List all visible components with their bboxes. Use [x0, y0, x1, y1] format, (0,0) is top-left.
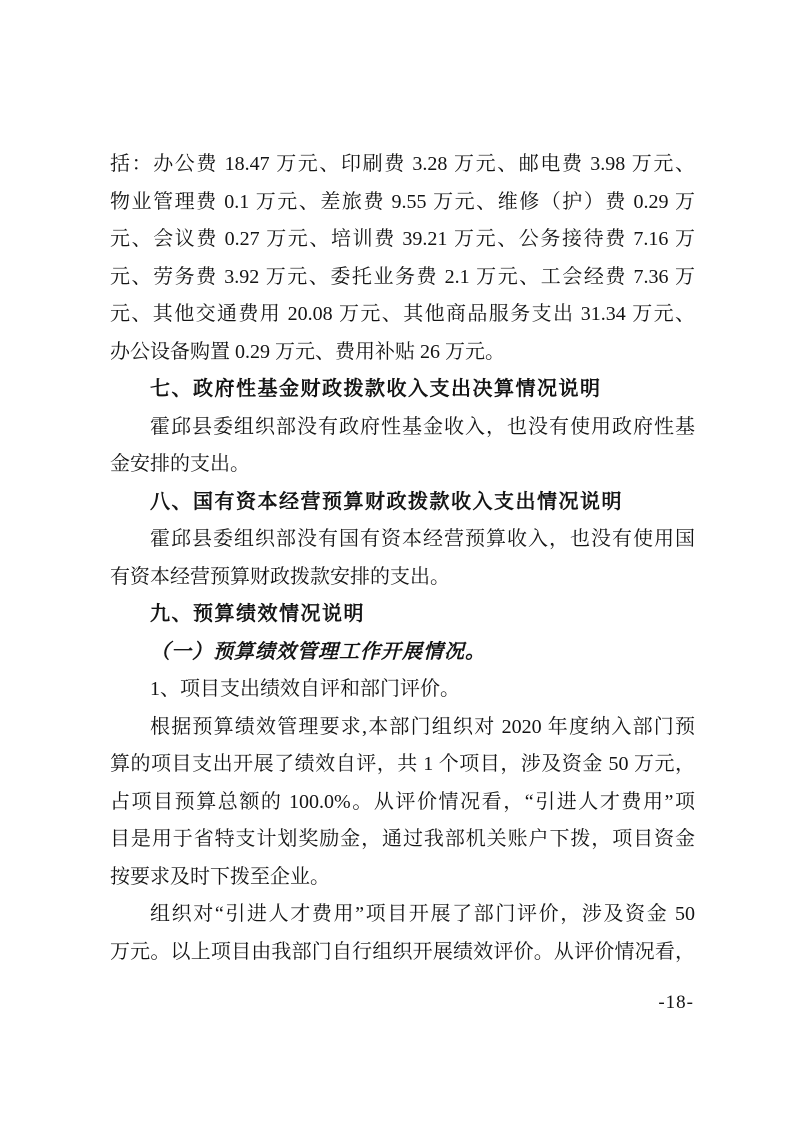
- text-block: [110, 146, 695, 971]
- expense-breakdown-line-5: 元、其他交通费用 20.08 万元、其他商品服务支出 31.34 万元、: [110, 303, 695, 325]
- heading-section-8: 八、国有资本经营预算财政拨款收入支出情况说明: [150, 490, 623, 513]
- expense-breakdown-line-6: 办公设备购置 0.29 万元、费用补贴 26 万元。: [110, 340, 505, 363]
- self-evaluation-paragraph-line-5: 按要求及时下拨至企业。: [110, 865, 330, 888]
- heading-section-9: 九、预算绩效情况说明: [150, 603, 365, 625]
- self-evaluation-paragraph-line-3: 占项目预算总额的 100.0%。从评价情况看，“引进人才费用”项: [110, 790, 695, 813]
- self-evaluation-paragraph-line-1: 根据预算绩效管理要求,本部门组织对 2020 年度纳入部门预: [150, 715, 695, 738]
- heading-section-7: 七、政府性基金财政拨款收入支出决算情况说明: [150, 378, 602, 400]
- expense-breakdown-line-3: 元、会议费 0.27 万元、培训费 39.21 万元、公务接待费 7.16 万: [110, 228, 695, 250]
- item-1-heading: 1、项目支出绩效自评和部门评价。: [150, 678, 460, 700]
- expense-breakdown-line-1: 括：办公费 18.47 万元、印刷费 3.28 万元、邮电费 3.98 万元、: [110, 153, 695, 175]
- subheading-9-1: （一）预算绩效管理工作开展情况。: [150, 640, 486, 663]
- page-number: -18-: [658, 992, 694, 1013]
- department-evaluation-paragraph-line-2: 万元。以上项目由我部门自行组织开展绩效评价。从评价情况看，: [110, 940, 695, 963]
- section-7-paragraph-line-1: 霍邱县委组织部没有政府性基金收入，也没有使用政府性基: [150, 415, 695, 438]
- self-evaluation-paragraph-line-2: 算的项目支出开展了绩效自评，共 1 个项目，涉及资金 50 万元，: [110, 753, 695, 775]
- section-7-paragraph-line-2: 金安排的支出。: [110, 453, 250, 475]
- section-8-paragraph-line-1: 霍邱县委组织部没有国有资本经营预算收入，也没有使用国: [150, 528, 695, 550]
- expense-breakdown-line-2: 物业管理费 0.1 万元、差旅费 9.55 万元、维修（护）费 0.29 万: [110, 190, 695, 213]
- self-evaluation-paragraph-line-4: 目是用于省特支计划奖励金，通过我部机关账户下拨，项目资金: [110, 828, 695, 850]
- department-evaluation-paragraph-line-1: 组织对“引进人才费用”项目开展了部门评价，涉及资金 50: [150, 903, 695, 925]
- section-8-paragraph-line-2: 有资本经营预算财政拨款安排的支出。: [110, 565, 450, 588]
- expense-breakdown-line-4: 元、劳务费 3.92 万元、委托业务费 2.1 万元、工会经费 7.36 万: [110, 265, 695, 288]
